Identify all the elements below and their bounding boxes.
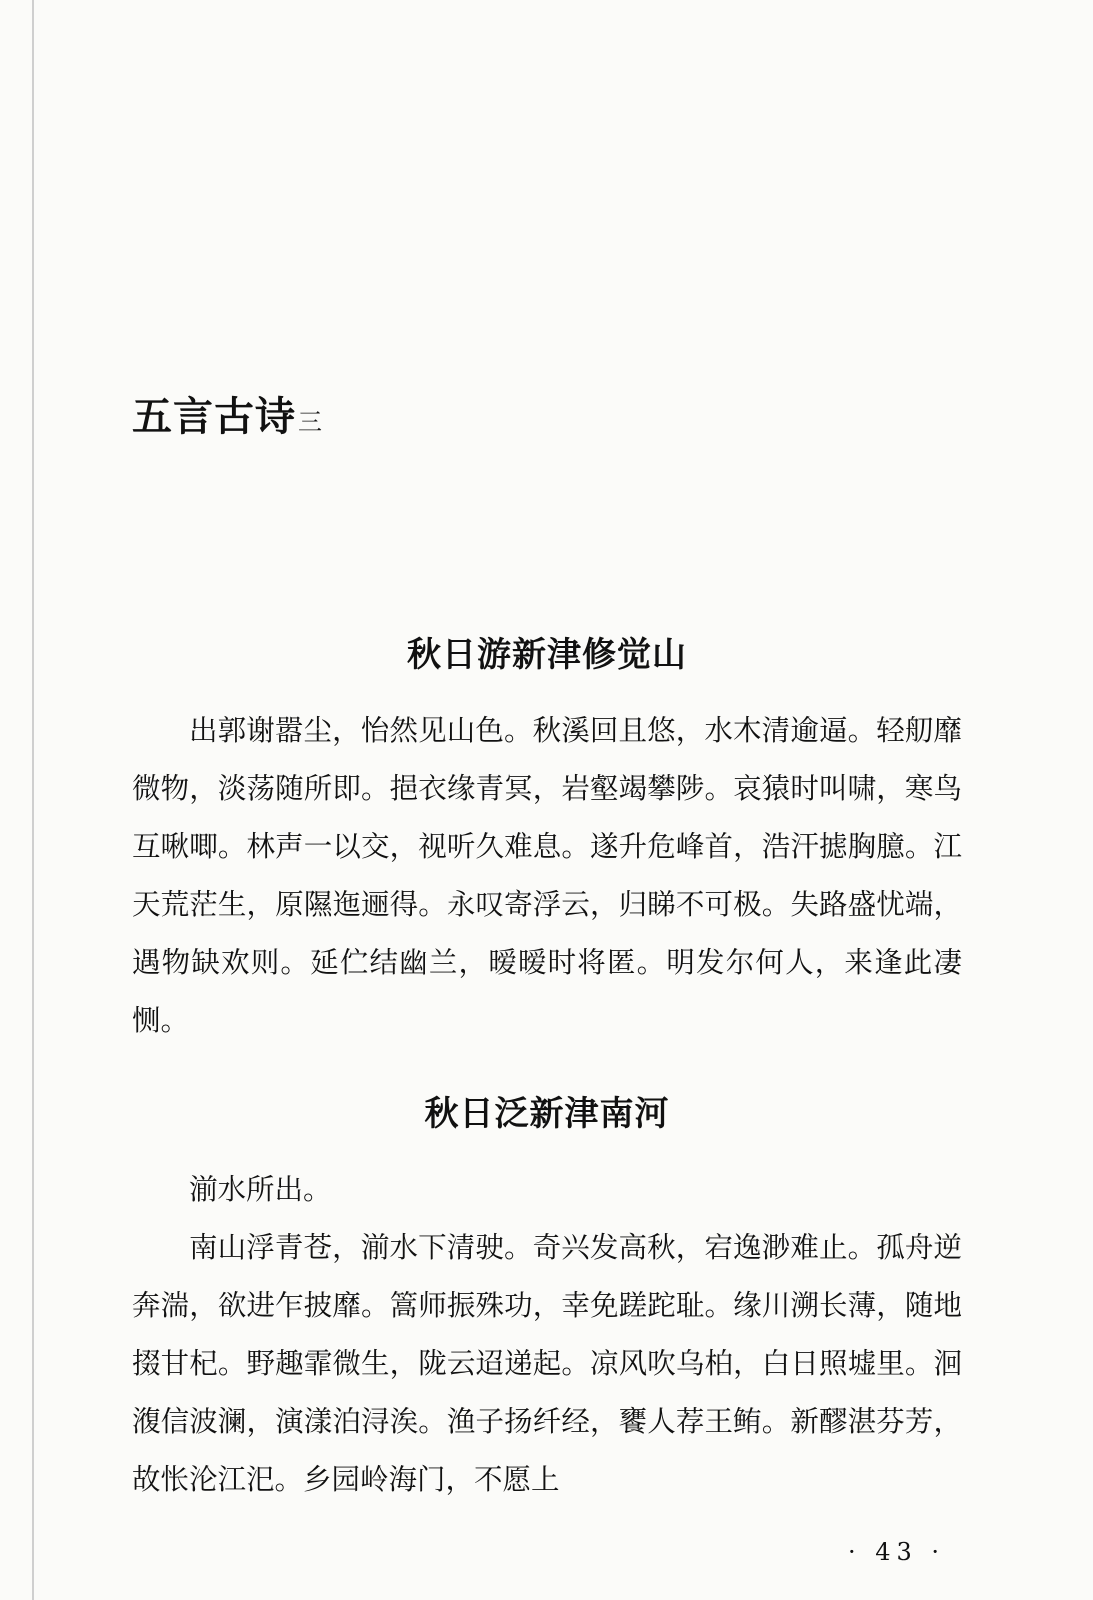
poem-title: 秋日游新津修觉山 (407, 635, 687, 675)
page-number: · 43 · (848, 1538, 946, 1566)
section-title-text: 五言古诗 (132, 393, 296, 440)
binding-edge-line (32, 0, 34, 1600)
poem-title: 秋日泛新津南河 (424, 1094, 670, 1134)
poem-note: 湔水所出。 (189, 1173, 332, 1206)
poem-text: 南山浮青苍，湔水下清驶。奇兴发高秋，宕逸渺难止。孤舟逆奔湍，欲进乍披靡。篙师振殊功，幸免蹉跎耻。缘川溯长薄，随地掇甘杞。野趣霏微生，陇云迢递起。凉风吹乌柏，白日照墟里。洄澓信波澜，演漾泊浔涘。渔子扬纤经，饔人荐王鲔。新醪湛芬芳，故怅沦江汜。乡园岭海门，不愿上 (132, 1231, 962, 1496)
section-volume-number: 三 (298, 408, 323, 436)
poem-text: 出郭谢嚣尘，怡然见山色。秋溪回且悠，水木清逾逼。轻舠靡微物，淡荡随所即。挹衣缘青冥，岩壑竭攀陟。哀猿时叫啸，寒鸟互啾唧。林声一以交，视听久难息。遂升危峰首，浩汗摅胸臆。江天荒茫生，原隰迤逦得。永叹寄浮云，归睇不可极。失路盛忧端，遇物缺欢则。延伫结幽兰，暧暧时将匿。明发尔何人，来逢此凄恻。 (132, 714, 962, 1037)
section-title (132, 385, 323, 442)
